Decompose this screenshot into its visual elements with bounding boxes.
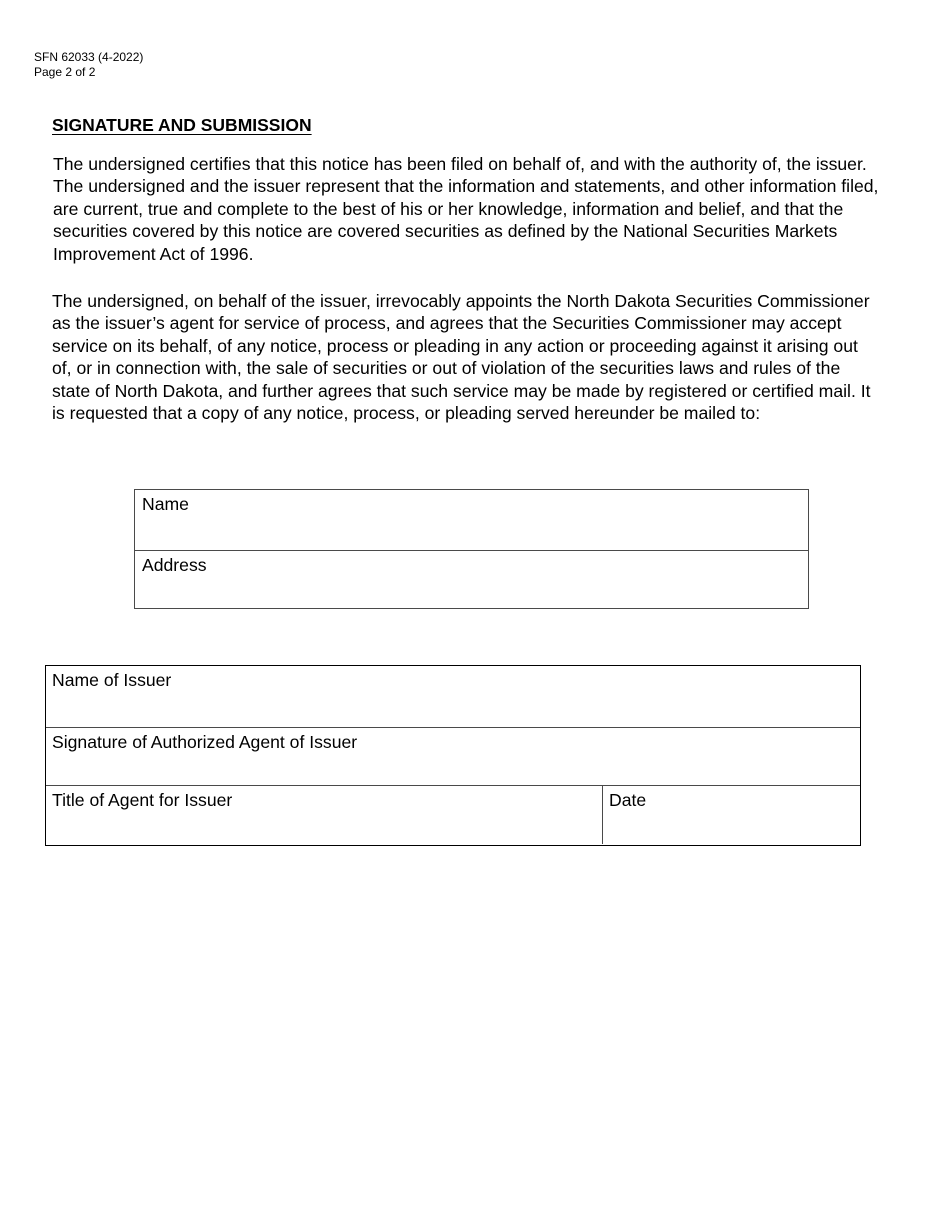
mailing-address-box — [134, 489, 809, 609]
mail-name-label: Name — [142, 494, 189, 514]
mail-name-field[interactable] — [135, 490, 808, 551]
form-number: SFN 62033 (4-2022) — [34, 50, 144, 64]
date-label: Date — [609, 790, 647, 810]
service-of-process-paragraph: The undersigned, on behalf of the issuer, irrevocably appoints the North Dakota Securities Commissioner as the issuer’s agent for service of process, and agrees that the Securities Commissioner may accept service on its behalf, of any notice, process or pleading in any action or proceeding against it arising out of, or in connection with, the sale of securities or out of violation of the securities laws and rules of the state of North Dakota, and further agrees that such service may be made by registered or certified mail. It is requested that a copy of any notice, process, or pleading served hereunder be mailed to: — [52, 291, 871, 424]
form-identifier — [34, 50, 143, 79]
section-title: SIGNATURE AND SUBMISSION — [52, 115, 312, 135]
agent-title-label: Title of Agent for Issuer — [52, 790, 233, 810]
agent-signature-field[interactable] — [46, 728, 860, 786]
issuer-name-label: Name of Issuer — [52, 670, 172, 690]
agent-title-field[interactable] — [46, 786, 603, 844]
issuer-name-field[interactable] — [46, 666, 860, 728]
agent-signature-label: Signature of Authorized Agent of Issuer — [52, 732, 358, 752]
issuer-signature-box — [45, 665, 861, 846]
mail-address-label: Address — [142, 555, 207, 575]
title-date-row — [46, 786, 860, 844]
date-field[interactable] — [603, 786, 860, 844]
page-indicator: Page 2 of 2 — [34, 64, 96, 79]
mail-address-field[interactable] — [135, 551, 808, 609]
certification-paragraph: The undersigned certifies that this notice has been filed on behalf of, and with the authority of, the issuer. The undersigned and the issuer represent that the information and statements, and other information filed, are current, true and complete to the best of his or her knowledge, information and belief, and that the securities covered by this notice are covered securities as defined by the National Securities Markets Improvement Act of 1996. — [53, 154, 879, 264]
